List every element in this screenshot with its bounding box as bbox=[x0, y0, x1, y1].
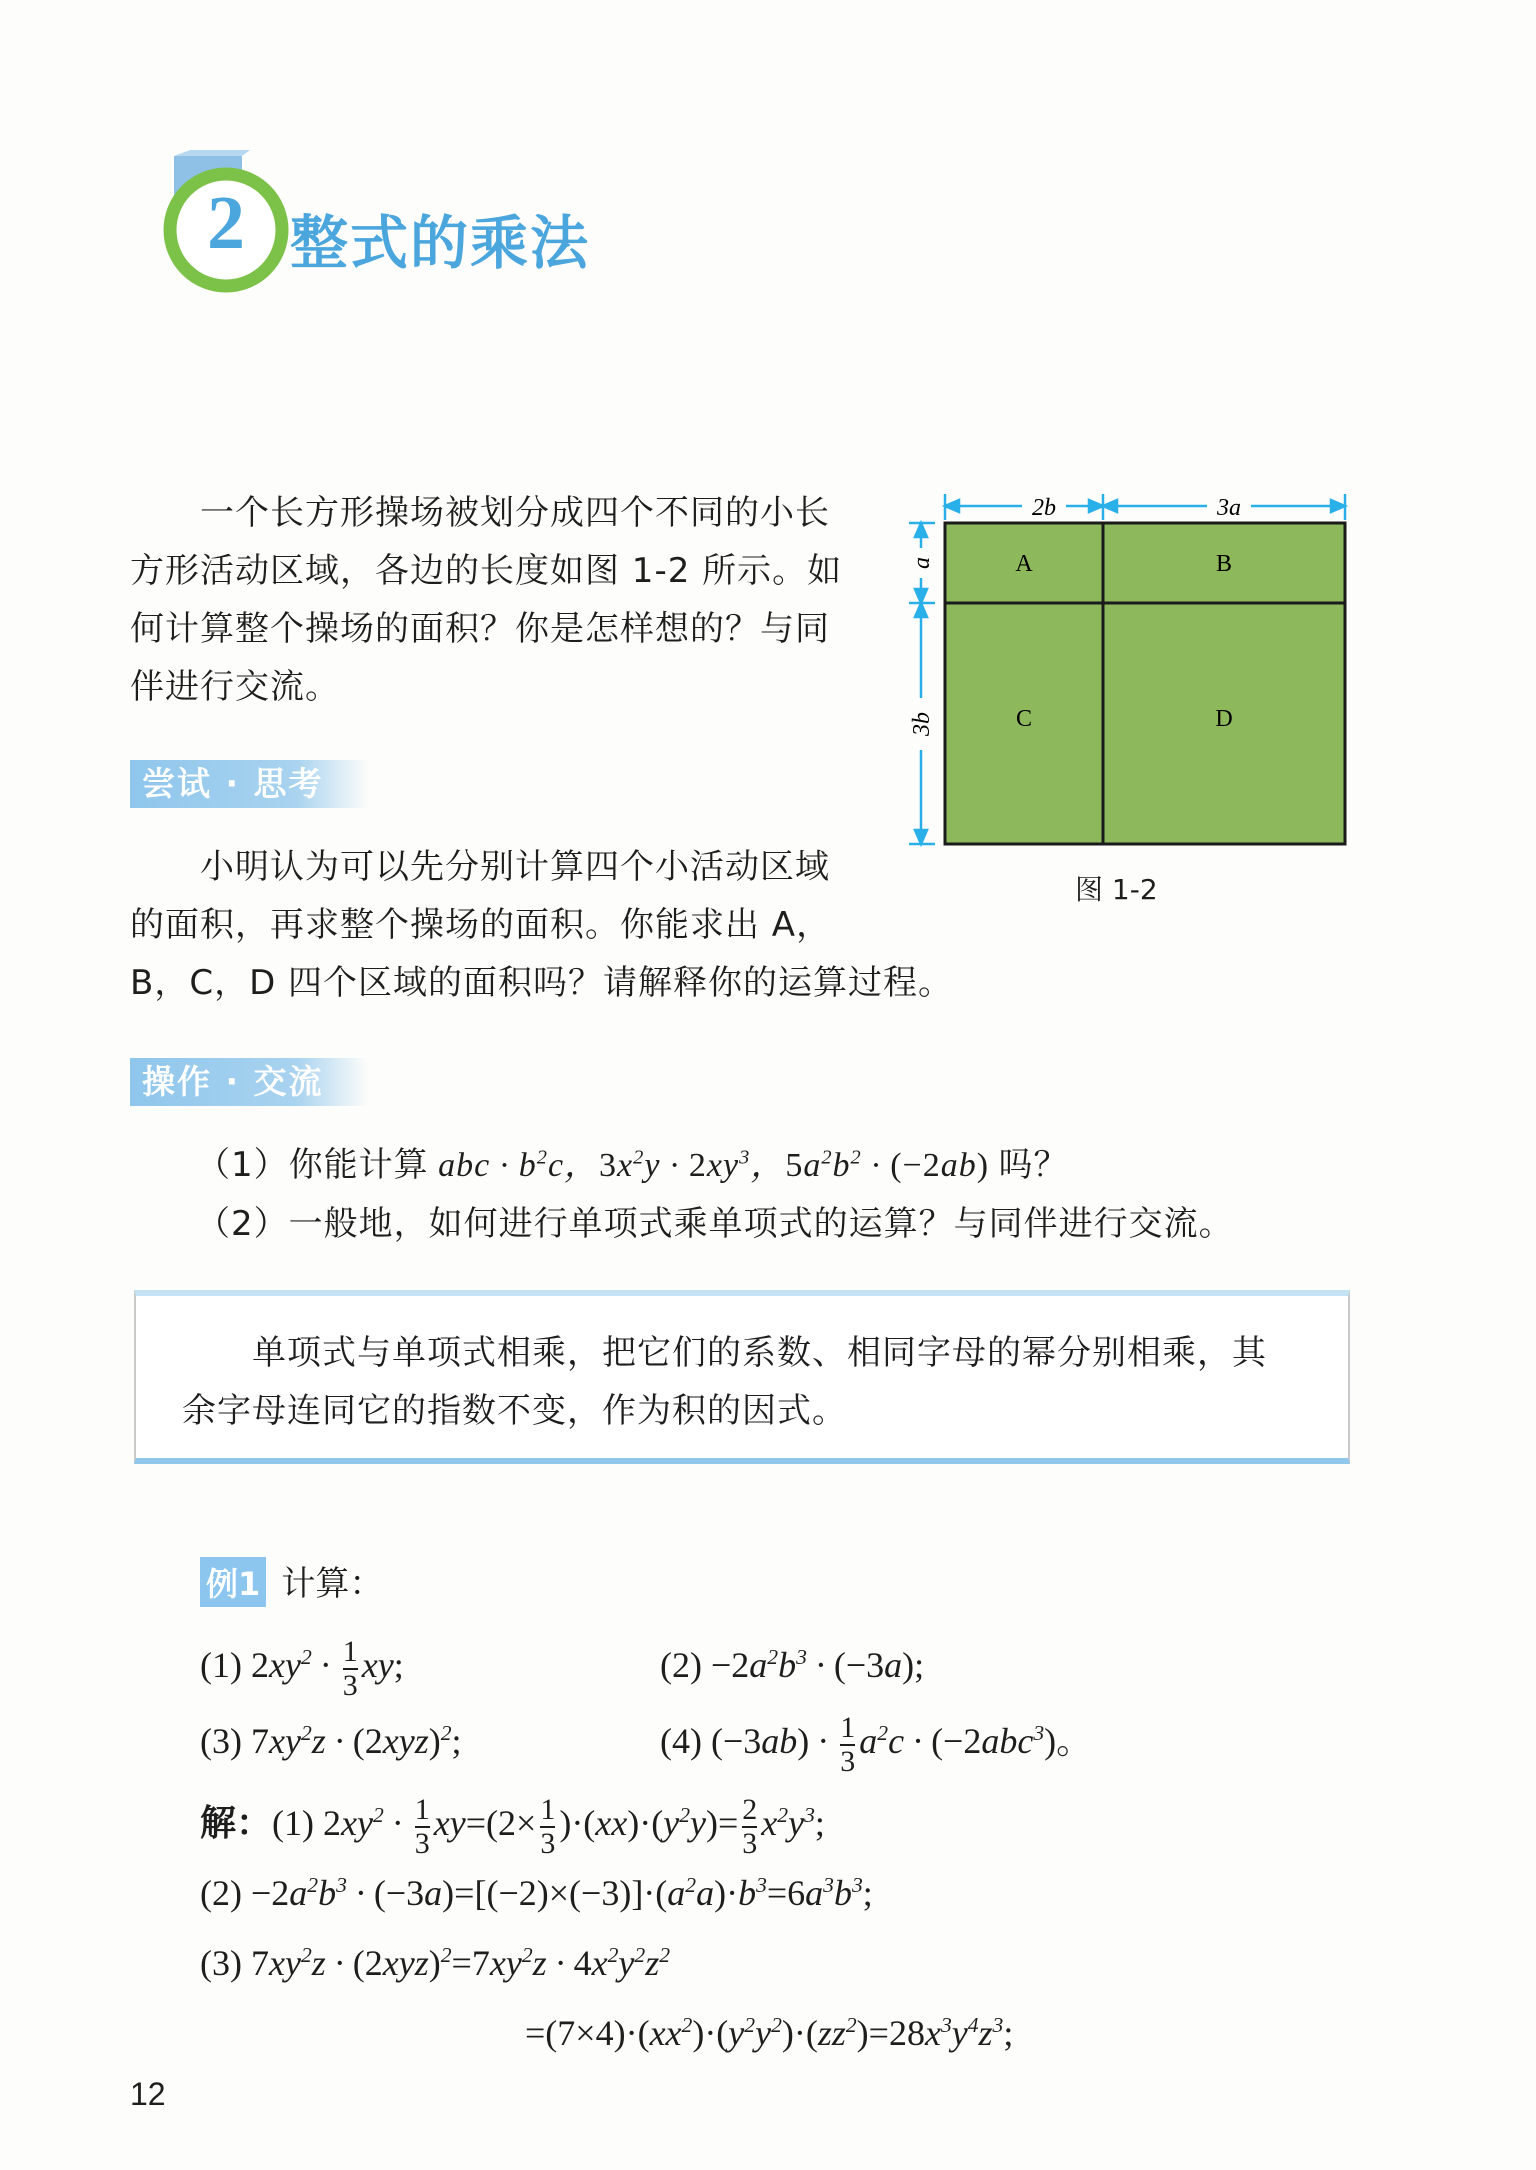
dim-top-right: 3a bbox=[1217, 495, 1241, 521]
solution-1: 解：(1) $2xy^2$ · $\frac{1}{3}$ xy=(2× $\frac{1}{3}$ )$\cdot(xx)\cdot(y^2y)=$ $\frac{2}{3}$ $x^2y^3$; bbox=[200, 1792, 825, 1860]
intro-line: 一个长方形操场被划分成四个不同的小长 bbox=[200, 493, 830, 533]
example-1-header bbox=[200, 1556, 383, 1607]
region-b-label: B bbox=[1215, 551, 1233, 577]
solution-3-continued: $=(7\times 4)\cdot(xx^2)\cdot(y^2y^2)\cdot(zz^2)=28x^3y^4z^3$; bbox=[525, 2013, 1014, 2053]
dim-top-left: 2b bbox=[1032, 495, 1056, 521]
try-think-paragraph bbox=[130, 838, 1130, 1012]
q1-expression: abc · $b^2c$，$3x^2y \cdot 2xy^3$，$5a^2b^2 \cdot (-2ab)$ bbox=[428, 1146, 990, 1184]
rule-line: 单项式与单项式相乘，把它们的系数、相同字母的幂分别相乘，其 bbox=[252, 1333, 1267, 1373]
operate-tag: 操作 · 交流 bbox=[130, 1058, 368, 1106]
operate-question-1 bbox=[196, 1136, 1396, 1195]
problem-1: (1) $2xy^2$ · $\frac{1}{3}$ xy; bbox=[200, 1634, 404, 1702]
section-number: 2 bbox=[207, 181, 245, 265]
problem-3: (3) $7xy^2z \cdot (2xyz)^2$; bbox=[200, 1721, 462, 1761]
rule-line: 余字母连同它的指数不变，作为积的因式。 bbox=[182, 1391, 847, 1431]
rule-text bbox=[136, 1296, 1348, 1440]
try-think-line: 小明认为可以先分别计算四个小活动区域 bbox=[200, 847, 830, 887]
region-c-label: C bbox=[1015, 706, 1033, 732]
problem-row-2 bbox=[200, 1706, 1400, 1776]
section-header bbox=[160, 150, 720, 300]
q1-prefix: （1）你能计算 bbox=[196, 1145, 429, 1185]
rule-box bbox=[134, 1290, 1350, 1464]
operate-question-2: （2）一般地，如何进行单项式乘单项式的运算？与同伴进行交流。 bbox=[196, 1204, 1234, 1244]
solution-2: $(2) -2a^2b^3 \cdot (-3a)=[(-2)\times(-3)]\cdot(a^2a)\cdot b^3=6a^3b^3$; bbox=[200, 1873, 873, 1913]
field-outline bbox=[945, 523, 1345, 844]
intro-paragraph bbox=[130, 484, 890, 716]
region-d-label: D bbox=[1215, 706, 1233, 732]
page-number: 12 bbox=[130, 2076, 166, 2112]
operate-questions bbox=[196, 1136, 1396, 1253]
q1-suffix: 吗？ bbox=[998, 1145, 1069, 1185]
try-think-line: B，C，D 四个区域的面积吗？请解释你的运算过程。 bbox=[130, 963, 954, 1003]
problem-4: (4) (−3ab) · $\frac{1}{3}$ $a^2c \cdot (-2abc^3)$。 bbox=[660, 1710, 1093, 1778]
problem-2: $(2) -2a^2b^3 \cdot (-3a)$; bbox=[660, 1645, 925, 1685]
solution-label: 解： bbox=[200, 1803, 273, 1844]
figure-caption: 图 1-2 bbox=[1075, 873, 1158, 906]
example-problems bbox=[200, 1630, 1400, 2068]
example-title: 计算： bbox=[281, 1564, 384, 1604]
try-think-tag: 尝试 · 思考 bbox=[130, 760, 368, 808]
intro-line: 伴进行交流。 bbox=[130, 667, 340, 707]
section-title: 整式的乘法 bbox=[290, 209, 591, 277]
intro-line: 何计算整个操场的面积？你是怎样想的？与同 bbox=[130, 609, 830, 649]
figure-diagram bbox=[905, 488, 1365, 848]
try-think-line: 的面积，再求整个操场的面积。你能求出 A， bbox=[130, 905, 832, 945]
solution-3: (3) $7xy^2z \cdot (2xyz)^2=7xy^2z \cdot 4x^2y^2z^2$ bbox=[200, 1943, 670, 1983]
example-badge: 例1 bbox=[200, 1557, 266, 1607]
dim-left-bottom: 3b bbox=[909, 712, 935, 736]
region-a-label: A bbox=[1015, 551, 1033, 577]
dim-left-top: a bbox=[909, 557, 935, 569]
problem-row-1 bbox=[200, 1630, 1400, 1700]
intro-line: 方形活动区域，各边的长度如图 1-2 所示。如 bbox=[130, 551, 843, 591]
